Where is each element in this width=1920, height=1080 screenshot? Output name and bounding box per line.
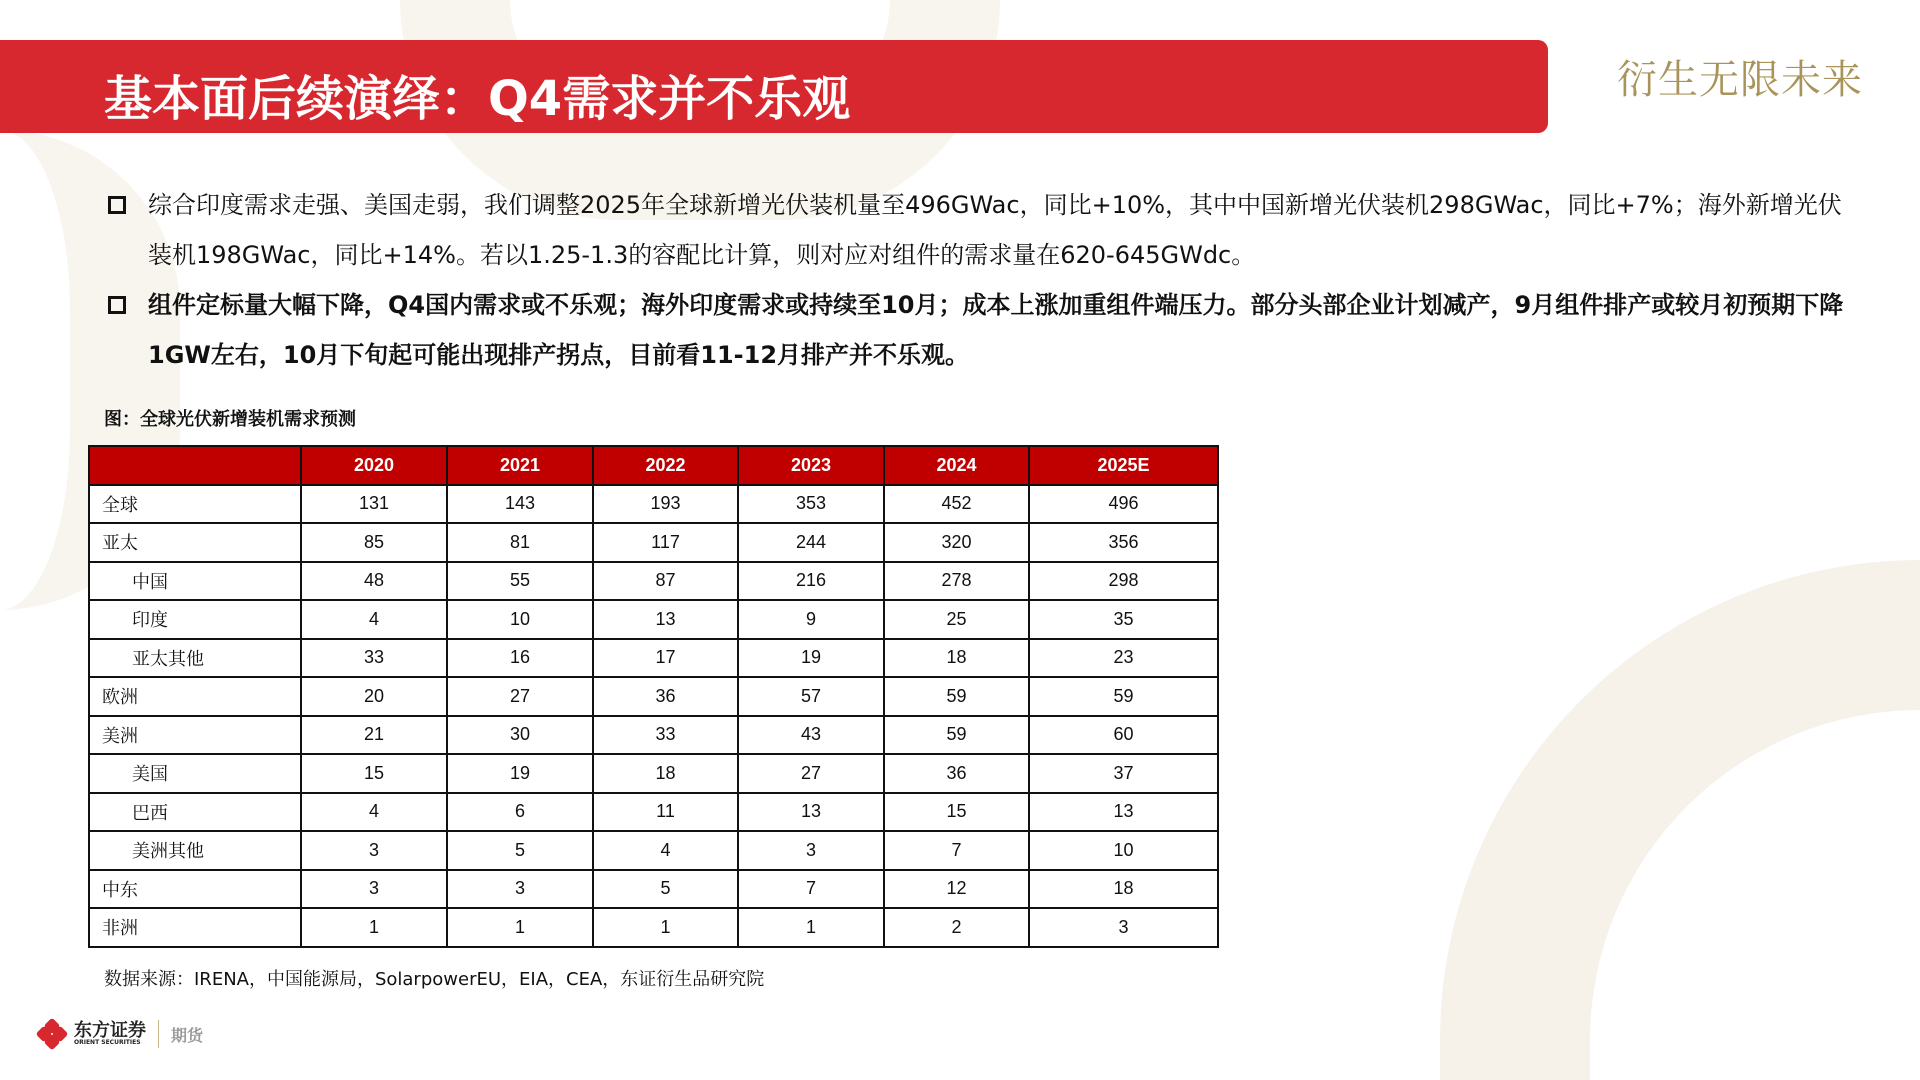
table-cell: 11 [593, 793, 738, 832]
table-cell: 87 [593, 562, 738, 601]
table-cell: 30 [447, 716, 593, 755]
column-header [89, 446, 301, 485]
table-cell: 21 [301, 716, 447, 755]
row-label: 巴西 [89, 793, 301, 832]
table-cell: 216 [738, 562, 884, 601]
title-bar [0, 40, 1548, 133]
table-cell: 278 [884, 562, 1029, 601]
page-title: 基本面后续演绎：Q4需求并不乐观 [104, 71, 851, 127]
table-cell: 37 [1029, 754, 1218, 793]
table-cell: 3 [1029, 908, 1218, 947]
column-header: 2024 [884, 446, 1029, 485]
table-cell: 18 [593, 754, 738, 793]
column-header: 2023 [738, 446, 884, 485]
table-cell: 5 [593, 870, 738, 909]
table-cell: 131 [301, 485, 447, 524]
column-header: 2021 [447, 446, 593, 485]
logo-mark-icon [38, 1020, 66, 1048]
table-cell: 3 [738, 831, 884, 870]
bullet-item [104, 280, 1864, 380]
table-row [89, 600, 1218, 639]
row-label: 中国 [89, 562, 301, 601]
row-label: 美国 [89, 754, 301, 793]
brand-name: 东方证券 [74, 1020, 146, 1041]
table-cell: 4 [593, 831, 738, 870]
column-header: 2020 [301, 446, 447, 485]
table-cell: 13 [1029, 793, 1218, 832]
table-cell: 9 [738, 600, 884, 639]
table-cell: 143 [447, 485, 593, 524]
row-label: 非洲 [89, 908, 301, 947]
column-header: 2022 [593, 446, 738, 485]
bullet-text: 综合印度需求走强、美国走弱，我们调整2025年全球新增光伏装机量至496GWac，同比+10%，其中中国新增光伏装机298GWac，同比+7%；海外新增光伏装机198GWac，同比+14%。若以1.25-1.3的容配比计算，则对应对组件的需求量在620-645GWdc。 [148, 191, 1842, 269]
company-logo [38, 1020, 203, 1048]
table-cell: 10 [447, 600, 593, 639]
table-cell: 17 [593, 639, 738, 678]
division-name: 期货 [171, 1025, 204, 1045]
table-cell: 19 [738, 639, 884, 678]
table-cell: 12 [884, 870, 1029, 909]
table-row [89, 677, 1218, 716]
table-cell: 25 [884, 600, 1029, 639]
table-cell: 6 [447, 793, 593, 832]
row-label: 亚太其他 [89, 639, 301, 678]
row-label: 全球 [89, 485, 301, 524]
table-header-row [89, 446, 1218, 485]
table-cell: 3 [301, 870, 447, 909]
table-cell: 36 [884, 754, 1029, 793]
table-cell: 3 [301, 831, 447, 870]
row-label: 欧洲 [89, 677, 301, 716]
row-label: 印度 [89, 600, 301, 639]
table-cell: 55 [447, 562, 593, 601]
table-cell: 1 [738, 908, 884, 947]
table-cell: 1 [447, 908, 593, 947]
table-cell: 298 [1029, 562, 1218, 601]
brand-name-en: ORIENT SECURITIES [74, 1039, 141, 1046]
table-cell: 18 [884, 639, 1029, 678]
table-cell: 43 [738, 716, 884, 755]
table-row [89, 793, 1218, 832]
bullet-item [104, 180, 1864, 280]
table-cell: 117 [593, 523, 738, 562]
column-header: 2025E [1029, 446, 1218, 485]
table-row [89, 716, 1218, 755]
table-cell: 15 [301, 754, 447, 793]
table-cell: 23 [1029, 639, 1218, 678]
table-cell: 1 [593, 908, 738, 947]
table-cell: 353 [738, 485, 884, 524]
table-cell: 3 [447, 870, 593, 909]
table-cell: 452 [884, 485, 1029, 524]
table-cell: 193 [593, 485, 738, 524]
table-cell: 4 [301, 793, 447, 832]
table-cell: 244 [738, 523, 884, 562]
background-arc [1440, 560, 1920, 1080]
table-cell: 36 [593, 677, 738, 716]
table-cell: 59 [884, 716, 1029, 755]
table-cell: 60 [1029, 716, 1218, 755]
table-cell: 27 [447, 677, 593, 716]
table-cell: 18 [1029, 870, 1218, 909]
slogan: 衍生无限未来 [1617, 57, 1863, 103]
table-row [89, 870, 1218, 909]
table-cell: 57 [738, 677, 884, 716]
table-cell: 1 [301, 908, 447, 947]
table-cell: 13 [738, 793, 884, 832]
bullet-text: 组件定标量大幅下降，Q4国内需求或不乐观；海外印度需求或持续至10月；成本上涨加重组件端压力。部分头部企业计划减产，9月组件排产或较月初预期下降1GW左右，10月下旬起可能出现排产拐点，目前看11-12月排产并不乐观。 [148, 291, 1844, 369]
table-cell: 320 [884, 523, 1029, 562]
table-row [89, 485, 1218, 524]
square-bullet-icon [108, 296, 126, 314]
table-cell: 33 [301, 639, 447, 678]
table-row [89, 908, 1218, 947]
divider [158, 1020, 159, 1048]
table-cell: 496 [1029, 485, 1218, 524]
table-cell: 19 [447, 754, 593, 793]
row-label: 美洲 [89, 716, 301, 755]
table-cell: 59 [1029, 677, 1218, 716]
table-cell: 20 [301, 677, 447, 716]
table-cell: 48 [301, 562, 447, 601]
data-source: 数据来源：IRENA，中国能源局，SolarpowerEU，EIA，CEA，东证衍生品研究院 [104, 969, 765, 990]
table-cell: 5 [447, 831, 593, 870]
table-cell: 4 [301, 600, 447, 639]
table-cell: 2 [884, 908, 1029, 947]
row-label: 亚太 [89, 523, 301, 562]
demand-forecast-table [88, 445, 1219, 948]
table-cell: 81 [447, 523, 593, 562]
figure-caption: 图：全球光伏新增装机需求预测 [104, 409, 356, 430]
table-cell: 7 [884, 831, 1029, 870]
row-label: 美洲其他 [89, 831, 301, 870]
table-cell: 35 [1029, 600, 1218, 639]
table-cell: 27 [738, 754, 884, 793]
square-bullet-icon [108, 196, 126, 214]
table-cell: 85 [301, 523, 447, 562]
table-row [89, 562, 1218, 601]
table-cell: 59 [884, 677, 1029, 716]
table-cell: 7 [738, 870, 884, 909]
table-row [89, 754, 1218, 793]
table-cell: 15 [884, 793, 1029, 832]
table-cell: 10 [1029, 831, 1218, 870]
table-row [89, 831, 1218, 870]
table-cell: 13 [593, 600, 738, 639]
table-row [89, 639, 1218, 678]
table-cell: 356 [1029, 523, 1218, 562]
table-cell: 16 [447, 639, 593, 678]
table-cell: 33 [593, 716, 738, 755]
table-row [89, 523, 1218, 562]
row-label: 中东 [89, 870, 301, 909]
bullet-list [104, 180, 1864, 380]
